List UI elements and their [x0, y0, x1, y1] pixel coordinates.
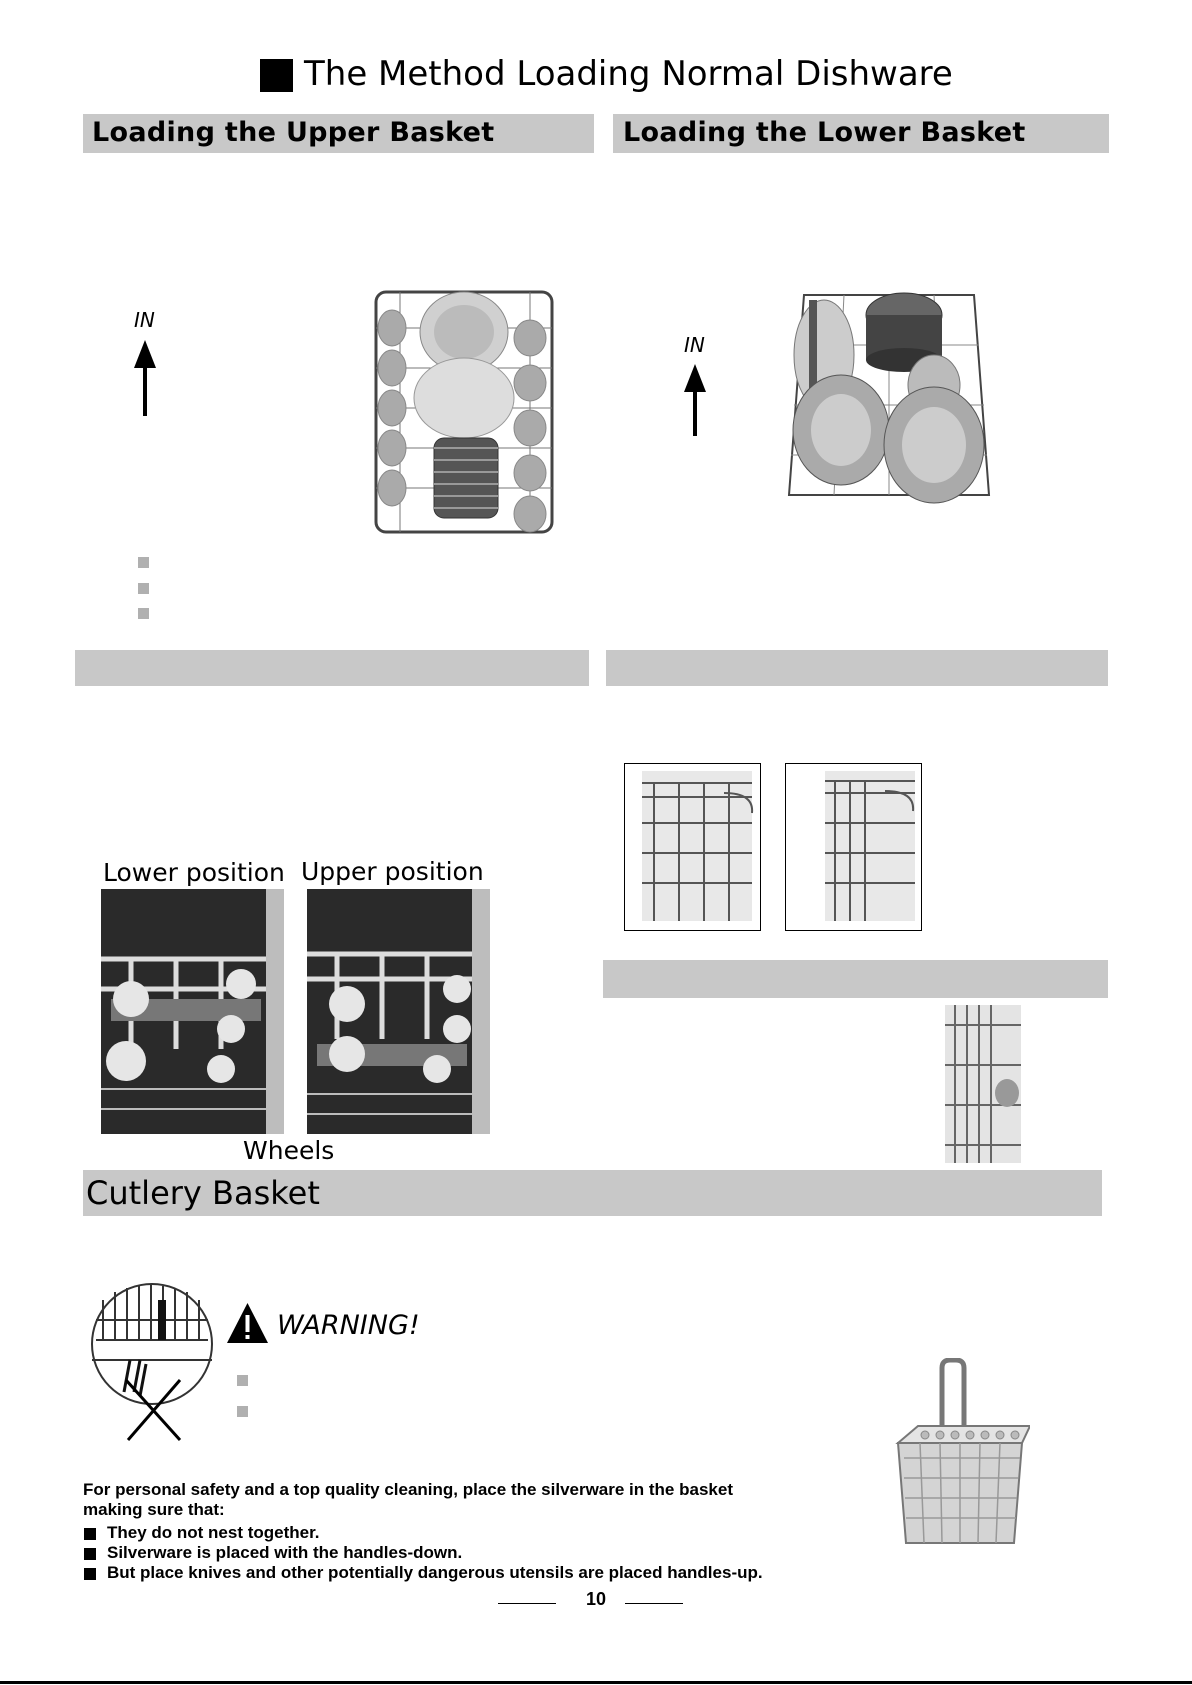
- page-bottom-border: [0, 1681, 1192, 1684]
- lower-basket-illustration: [784, 285, 994, 515]
- warning-label: WARNING!: [277, 1310, 420, 1341]
- in-label-lower: IN: [684, 333, 705, 357]
- arrow-up-icon: [131, 340, 159, 418]
- bullet-square-icon: [138, 608, 149, 619]
- bullet-square-icon: [237, 1406, 248, 1417]
- rack-detail-photo-2: [785, 763, 922, 931]
- page-number: 10: [586, 1589, 607, 1609]
- bullet-square-icon: [84, 1528, 96, 1540]
- safety-item: They do not nest together.: [107, 1523, 320, 1542]
- bullet-square-icon: [138, 557, 149, 568]
- lower-position-photo: [101, 889, 284, 1134]
- lower-position-label: Lower position: [103, 858, 285, 887]
- warning-triangle-icon: [226, 1302, 269, 1344]
- lower-basket-heading: Loading the Lower Basket: [623, 117, 1026, 148]
- safety-intro-line-1: For personal safety and a top quality cleaning, place the silverware in the basket: [83, 1480, 733, 1499]
- section-header-bar-right: [606, 650, 1108, 686]
- section-header-bar-left: [75, 650, 589, 686]
- in-label-upper: IN: [134, 308, 155, 332]
- upper-position-label: Upper position: [301, 857, 484, 886]
- bullet-square-icon: [138, 583, 149, 594]
- cutlery-basket-illustration: [890, 1358, 1030, 1558]
- safety-item: Silverware is placed with the handles-down.: [107, 1543, 463, 1562]
- upper-basket-heading: Loading the Upper Basket: [92, 117, 495, 148]
- rack-detail-photo-1: [624, 763, 761, 931]
- bullet-square-icon: [84, 1548, 96, 1560]
- page-number-rule-left: [498, 1603, 556, 1604]
- wheels-label: Wheels: [243, 1136, 335, 1165]
- cutlery-basket-heading: Cutlery Basket: [86, 1174, 320, 1212]
- safety-intro-line-2: making sure that:: [83, 1500, 225, 1519]
- safety-item: But place knives and other potentially dangerous utensils are placed handles-up.: [107, 1563, 763, 1582]
- rack-tines-photo: [945, 1005, 1021, 1163]
- title-square-icon: [260, 59, 293, 92]
- upper-position-photo: [307, 889, 490, 1134]
- arrow-up-icon: [681, 364, 709, 439]
- no-nesting-illustration: [88, 1280, 218, 1445]
- page-number-rule-right: [625, 1603, 683, 1604]
- section-header-bar-right-2: [603, 960, 1108, 998]
- page-title: The Method Loading Normal Dishware: [304, 54, 953, 94]
- upper-basket-illustration: [370, 288, 558, 538]
- bullet-square-icon: [237, 1375, 248, 1386]
- bullet-square-icon: [84, 1568, 96, 1580]
